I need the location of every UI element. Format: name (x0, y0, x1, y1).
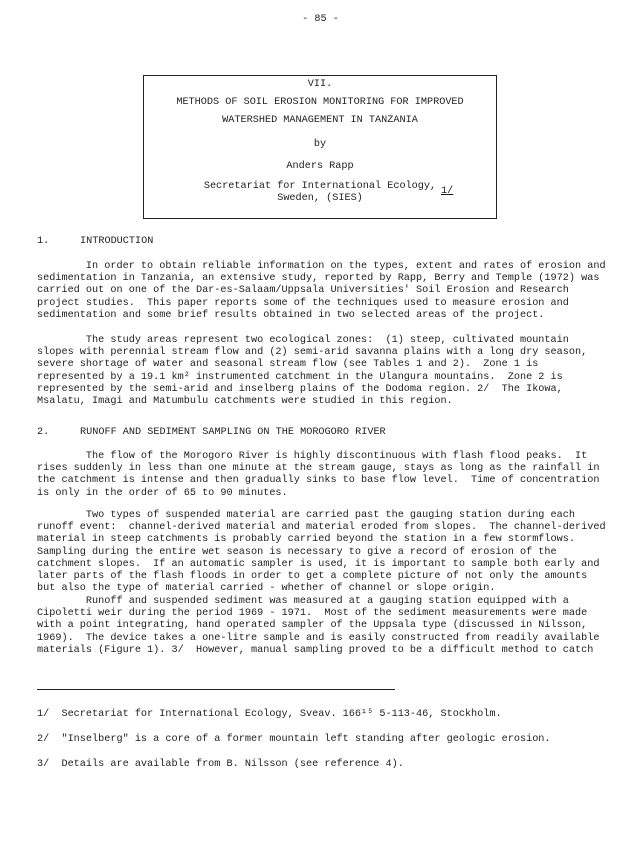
text-line: but also the type of material carried - whether of channel or slope origin. (37, 583, 496, 595)
text-line: sedimentation in Tanzania, an extensive study, reported by Rapp, Berry and Temple (1972) was (37, 273, 600, 285)
text-line: Runoff and suspended sediment was measured at a gauging station equipped with a (37, 596, 569, 607)
text-line: severe shortage of water and seasonal stream flow (see Tables 1 and 2). Zone 1 is (37, 359, 539, 371)
byline: by (313, 139, 327, 150)
text-line: slopes with perennial stream flow and (2) semi-arid savanna plains with a long dry season, (37, 347, 588, 359)
text-line: The study areas represent two ecological zones: (1) steep, cultivated mountain (37, 335, 569, 346)
text-line: Sampling during the entire wet season is necessary to give a record of erosion of the (37, 546, 557, 558)
section-1-paragraph-2 (37, 335, 587, 408)
text-line: rises suddenly in less than one minute at the stream gauge, stays as long as the rainfall in (37, 463, 600, 475)
text-line: In order to obtain reliable information on the types, extent and rates of erosion and (37, 261, 606, 272)
text-line: represented by the semi-arid and inselberg plains of the Dodoma region. 2/ The Ikowa, (37, 383, 563, 395)
section-1-paragraph-1 (37, 261, 606, 322)
text-line: Cipoletti weir during the period 1969 - 1971. Most of the sediment measurements were made (37, 608, 588, 620)
footnote-2: 2/ "Inselberg" is a core of a former mountain left standing after geologic erosion. (37, 734, 551, 745)
text-line: sedimentation and some brief results obtained in two selected areas of the project. (37, 309, 545, 321)
text-line: with a point integrating, hand operated sampler of the Uppsala type (discussed in Nilsson, (37, 620, 588, 632)
footnote-3: 3/ Details are available from B. Nilsson (see reference 4). (37, 759, 404, 770)
text-line: 1969). The device takes a one-litre sample and is easily constructed from readily available (37, 632, 600, 644)
affiliation-line-1: Secretariat for International Ecology, (203, 181, 437, 192)
author: Anders Rapp (286, 161, 354, 172)
title-line-1: METHODS OF SOIL EROSION MONITORING FOR IMPROVED (176, 97, 464, 108)
section-2-paragraph-1 (37, 451, 599, 500)
section-1-number: 1. (37, 236, 50, 247)
section-2-heading: RUNOFF AND SEDIMENT SAMPLING ON THE MOROGORO RIVER (80, 427, 386, 438)
text-line: materials (Figure 1). 3/ However, manual sampling proved to be a difficult method to catch (37, 644, 594, 656)
text-line: Two types of suspended material are carried past the gauging station during each (37, 510, 575, 521)
text-line: represented by a 19.1 km² instrumented catchment in the Ulangura mountains. Zone 2 is (37, 371, 563, 383)
text-line: project studies. This paper reports some of the techniques used to measure erosion and (37, 297, 569, 309)
text-line: The flow of the Morogoro River is highly discontinuous with flash flood peaks. It (37, 451, 588, 462)
page-number: - 85 - (302, 14, 339, 25)
footnote-divider (37, 689, 395, 690)
text-line: material in steep catchments is probably carried beyond the station in a few stormflows. (37, 534, 575, 546)
text-line: Msalatu, Imagi and Matumbulu catchments were studied in this region. (37, 395, 453, 407)
affiliation-line-2: Sweden, (SIES) (277, 193, 363, 204)
section-2-number: 2. (37, 427, 50, 438)
section-1-heading: INTRODUCTION (80, 236, 154, 247)
footnote-marker: 1/ (441, 186, 454, 197)
chapter-number: VII. (307, 79, 333, 90)
section-2-paragraph-2 (37, 510, 606, 595)
section-2-paragraph-3 (37, 596, 599, 657)
title-line-2: WATERSHED MANAGEMENT IN TANZANIA (222, 115, 418, 126)
title-box (143, 75, 497, 219)
text-line: catchment slopes. If an automatic sampler is used, it is important to sample both early and (37, 558, 600, 570)
text-line: runoff event: channel-derived material and material eroded from slopes. The channel-derived (37, 522, 606, 534)
footnote-1: 1/ Secretariat for International Ecology, Sveav. 166¹⁵ 5-113-46, Stockholm. (37, 709, 502, 720)
text-line: carried out on one of the Dar-es-Salaam/Uppsala Universities' Soil Erosion and Research (37, 285, 569, 297)
text-line: is only in the order of 65 to 90 minutes. (37, 487, 288, 499)
text-line: later parts of the flash floods in order to get a complete picture of not only the amounts (37, 570, 588, 582)
text-line: the catchment is intense and then gradually sinks to base flow level. Time of concentration (37, 475, 600, 487)
